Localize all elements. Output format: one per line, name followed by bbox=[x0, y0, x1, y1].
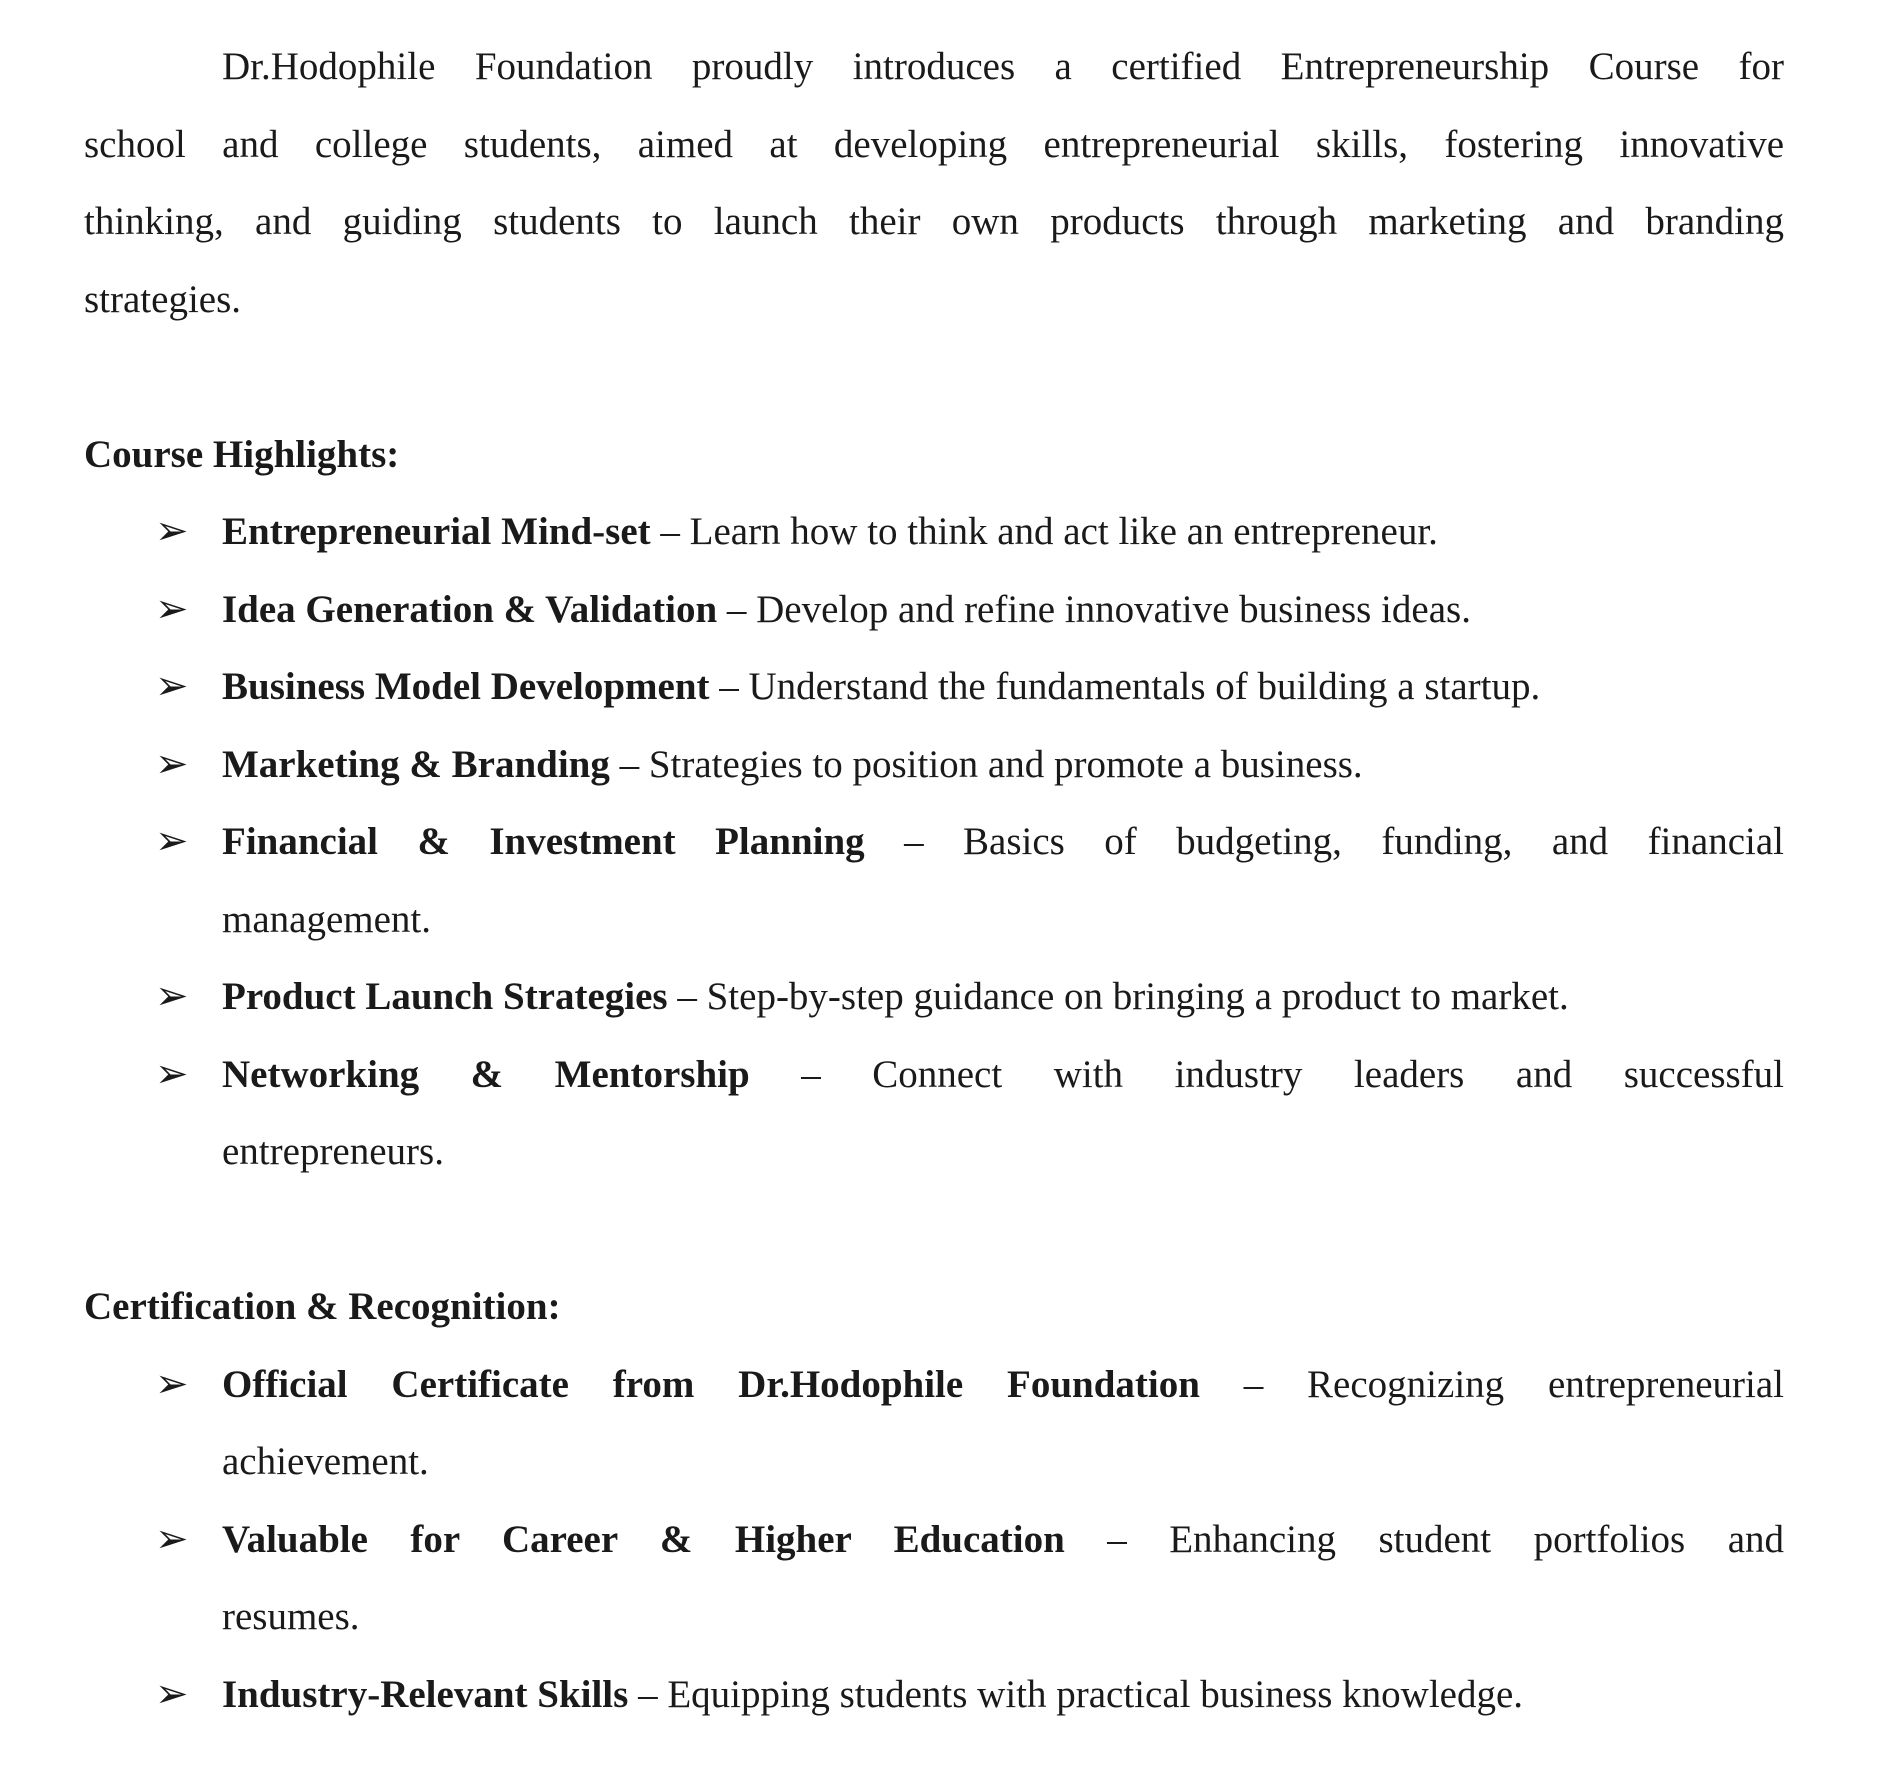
item-line: Industry-Relevant Skills – Equipping students with practical business knowledge. bbox=[222, 1672, 1524, 1716]
item-line: Marketing & Branding – Strategies to position and promote a business. bbox=[222, 742, 1363, 786]
arrow-bullet-icon: ➢ bbox=[155, 585, 189, 632]
arrow-bullet-icon: ➢ bbox=[155, 508, 189, 554]
item-line: Official Certificate from Dr.Hodophile Foundation – Recognizing entrepreneurial bbox=[222, 1362, 1784, 1406]
item-topic: Official Certificate from Dr.Hodophile Foundation bbox=[222, 1362, 1200, 1406]
section-heading: Course Highlights: bbox=[84, 432, 400, 476]
arrow-bullet-icon: ➢ bbox=[155, 740, 189, 787]
item-topic: Entrepreneurial Mind-set bbox=[222, 510, 651, 553]
item-topic: Financial & Investment Planning bbox=[222, 820, 865, 863]
bullet-item bbox=[84, 958, 1784, 1036]
item-line: Business Model Development – Understand the fundamentals of building a startup. bbox=[222, 665, 1541, 708]
item-topic: Networking & Mentorship bbox=[222, 1052, 750, 1096]
item-topic: Product Launch Strategies bbox=[222, 975, 668, 1018]
bullet-item bbox=[84, 648, 1784, 726]
item-line: Financial & Investment Planning – Basics of budgeting, funding, and financial bbox=[222, 820, 1784, 863]
paragraph-line: school and college students, aimed at developing entrepreneurial skills, fostering innovative bbox=[84, 122, 1784, 166]
item-line: Entrepreneurial Mind-set – Learn how to think and act like an entrepreneur. bbox=[222, 510, 1438, 553]
arrow-bullet-icon: ➢ bbox=[155, 1515, 189, 1562]
section-course-highlights bbox=[84, 416, 1784, 1191]
paragraph-line: Dr.Hodophile Foundation proudly introduces a certified Entrepreneurship Course for bbox=[222, 45, 1784, 88]
item-line: Product Launch Strategies – Step-by-step guidance on bringing a product to market. bbox=[222, 975, 1569, 1018]
arrow-bullet-icon: ➢ bbox=[155, 973, 189, 1019]
section-heading: Certification & Recognition: bbox=[84, 1285, 561, 1328]
arrow-bullet-icon: ➢ bbox=[155, 663, 189, 709]
blank-line bbox=[84, 338, 1784, 416]
arrow-bullet-icon: ➢ bbox=[155, 1360, 189, 1407]
intro-paragraph bbox=[84, 28, 1784, 338]
item-topic: Business Model Development bbox=[222, 665, 710, 708]
bullet-list bbox=[84, 493, 1784, 1191]
bullet-item bbox=[84, 803, 1784, 958]
bullet-item bbox=[84, 1501, 1784, 1656]
bullet-item bbox=[84, 571, 1784, 649]
item-topic: Valuable for Career & Higher Education bbox=[222, 1517, 1065, 1561]
item-line: management. bbox=[222, 897, 431, 941]
item-line: Valuable for Career & Higher Education – Enhancing student portfolios and bbox=[222, 1517, 1785, 1561]
item-topic: Marketing & Branding bbox=[222, 742, 610, 786]
bullet-item bbox=[84, 1346, 1784, 1501]
item-line: achievement. bbox=[222, 1440, 429, 1483]
blank-line bbox=[84, 1191, 1784, 1269]
arrow-bullet-icon: ➢ bbox=[155, 1050, 189, 1097]
item-topic: Idea Generation & Validation bbox=[222, 587, 718, 631]
bullet-item bbox=[84, 726, 1784, 804]
bullet-item bbox=[84, 1656, 1784, 1734]
paragraph-line: strategies. bbox=[84, 277, 242, 321]
item-line: resumes. bbox=[222, 1595, 360, 1638]
bullet-item bbox=[84, 1036, 1784, 1191]
item-topic: Industry-Relevant Skills bbox=[222, 1672, 629, 1716]
item-line: Idea Generation & Validation – Develop and refine innovative business ideas. bbox=[222, 587, 1471, 631]
item-line: entrepreneurs. bbox=[222, 1130, 444, 1173]
arrow-bullet-icon: ➢ bbox=[155, 818, 189, 864]
arrow-bullet-icon: ➢ bbox=[155, 1670, 189, 1717]
bullet-list bbox=[84, 1346, 1784, 1734]
paragraph-line: thinking, and guiding students to launch their own products through marketing and branding bbox=[84, 200, 1784, 243]
section-certification-recognition bbox=[84, 1268, 1784, 1733]
bullet-item bbox=[84, 493, 1784, 571]
item-line: Networking & Mentorship – Connect with industry leaders and successful bbox=[222, 1052, 1784, 1096]
